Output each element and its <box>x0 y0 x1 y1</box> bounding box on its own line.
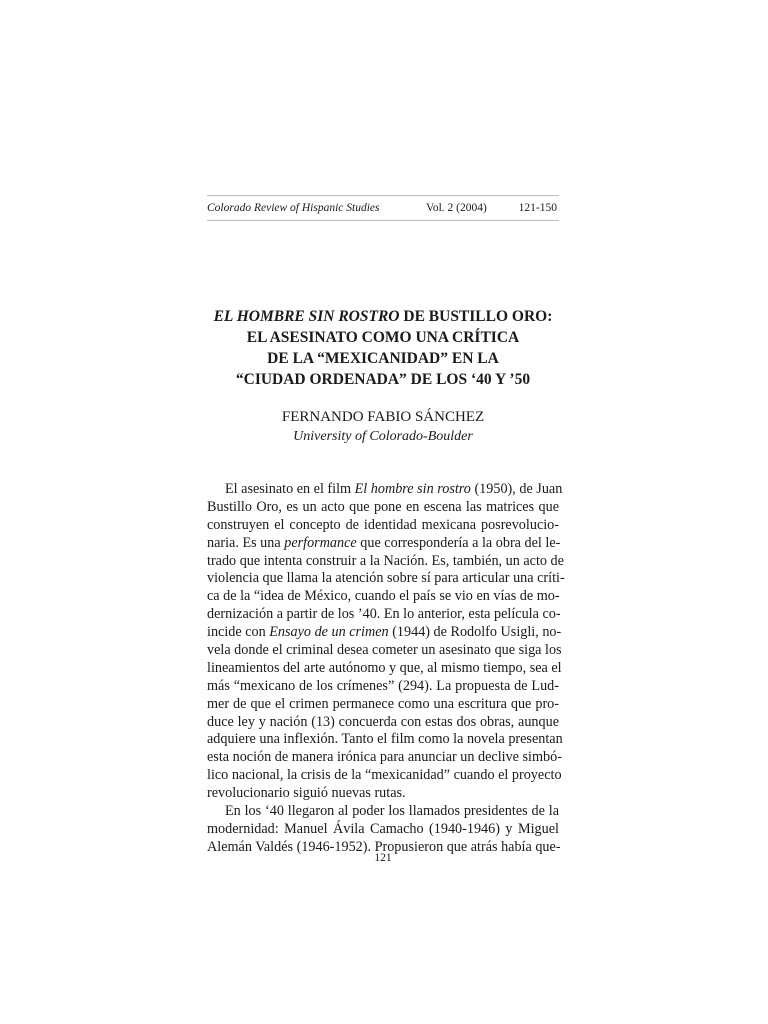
title-line-2: EL ASESINATO COMO UNA CRÍTICA <box>246 329 520 346</box>
text-line: más “mexicano de los crímenes” (294). La propuesta de Lud- <box>207 677 559 694</box>
text-line: mer de que el crimen permanece como una escritura que pro- <box>207 695 559 712</box>
text-line: esta noción de manera irónica para anunciar un declive simbó- <box>207 749 562 766</box>
title-line-4: “CIUDAD ORDENADA” DE LOS ‘40 Y ’50 <box>235 371 531 388</box>
text-line: lico nacional, la crisis de la “mexicanidad” cuando el proyecto <box>207 767 562 784</box>
author-name: FERNANDO FABIO SÁNCHEZ <box>281 409 485 425</box>
text-line: adquiere una inflexión. Tanto el film como la novela presentan <box>207 731 563 748</box>
text-line: El asesinato en el film El hombre sin rostro (1950), de Juan <box>225 481 563 497</box>
text-line: trado que intenta construir a la Nación. Es, también, un acto de <box>207 552 564 569</box>
text-line: naria. Es una performance que correspondería a la obra del le- <box>207 534 561 551</box>
film-title: EL HOMBRE SIN ROSTRO <box>213 308 400 325</box>
text-line: modernidad: Manuel Ávila Camacho (1940-1946) y Miguel <box>207 820 559 837</box>
running-header <box>207 195 559 221</box>
text-line: vela donde el criminal desea cometer un asesinato que siga los <box>207 642 562 659</box>
text-line: Bustillo Oro, es un acto que pone en escena las matrices que <box>207 498 559 515</box>
text-line: lineamientos del arte autónomo y que, al mismo tiempo, sea el <box>207 659 562 676</box>
title-line-3: DE LA “MEXICANIDAD” EN LA <box>267 350 499 367</box>
journal-name: Colorado Review of Hispanic Studies <box>207 202 380 214</box>
text-line: construyen el concepto de identidad mexicana posrevolucio- <box>207 516 559 533</box>
text-line: revolucionario siguió nuevas rutas. <box>207 785 406 802</box>
text-line: violencia que llama la atención sobre sí para articular una críti- <box>207 570 565 587</box>
page-range: 121-150 <box>518 202 557 214</box>
text-line: dernización a partir de los ’40. En lo anterior, esta película co- <box>207 606 561 623</box>
page-number: 121 <box>374 852 392 864</box>
text-line: En los ‘40 llegaron al poder los llamados presidentes de la <box>225 803 559 820</box>
article-title <box>207 306 559 390</box>
body-text <box>207 481 565 857</box>
text-line: Alemán Valdés (1946-1952). Propusieron que atrás había que- <box>207 838 561 855</box>
title-line-1: EL HOMBRE SIN ROSTRO DE BUSTILLO ORO: <box>213 308 553 325</box>
text-line: duce ley y nación (13) concuerda con estas dos obras, aunque <box>207 713 559 730</box>
text-line: ca de la “idea de México, cuando el país se vio en vías de mo- <box>207 588 560 605</box>
author-affiliation: University of Colorado-Boulder <box>293 429 473 444</box>
volume-info: Vol. 2 (2004) <box>426 202 487 214</box>
text-line: incide con Ensayo de un crimen (1944) de Rodolfo Usigli, no- <box>207 624 562 641</box>
